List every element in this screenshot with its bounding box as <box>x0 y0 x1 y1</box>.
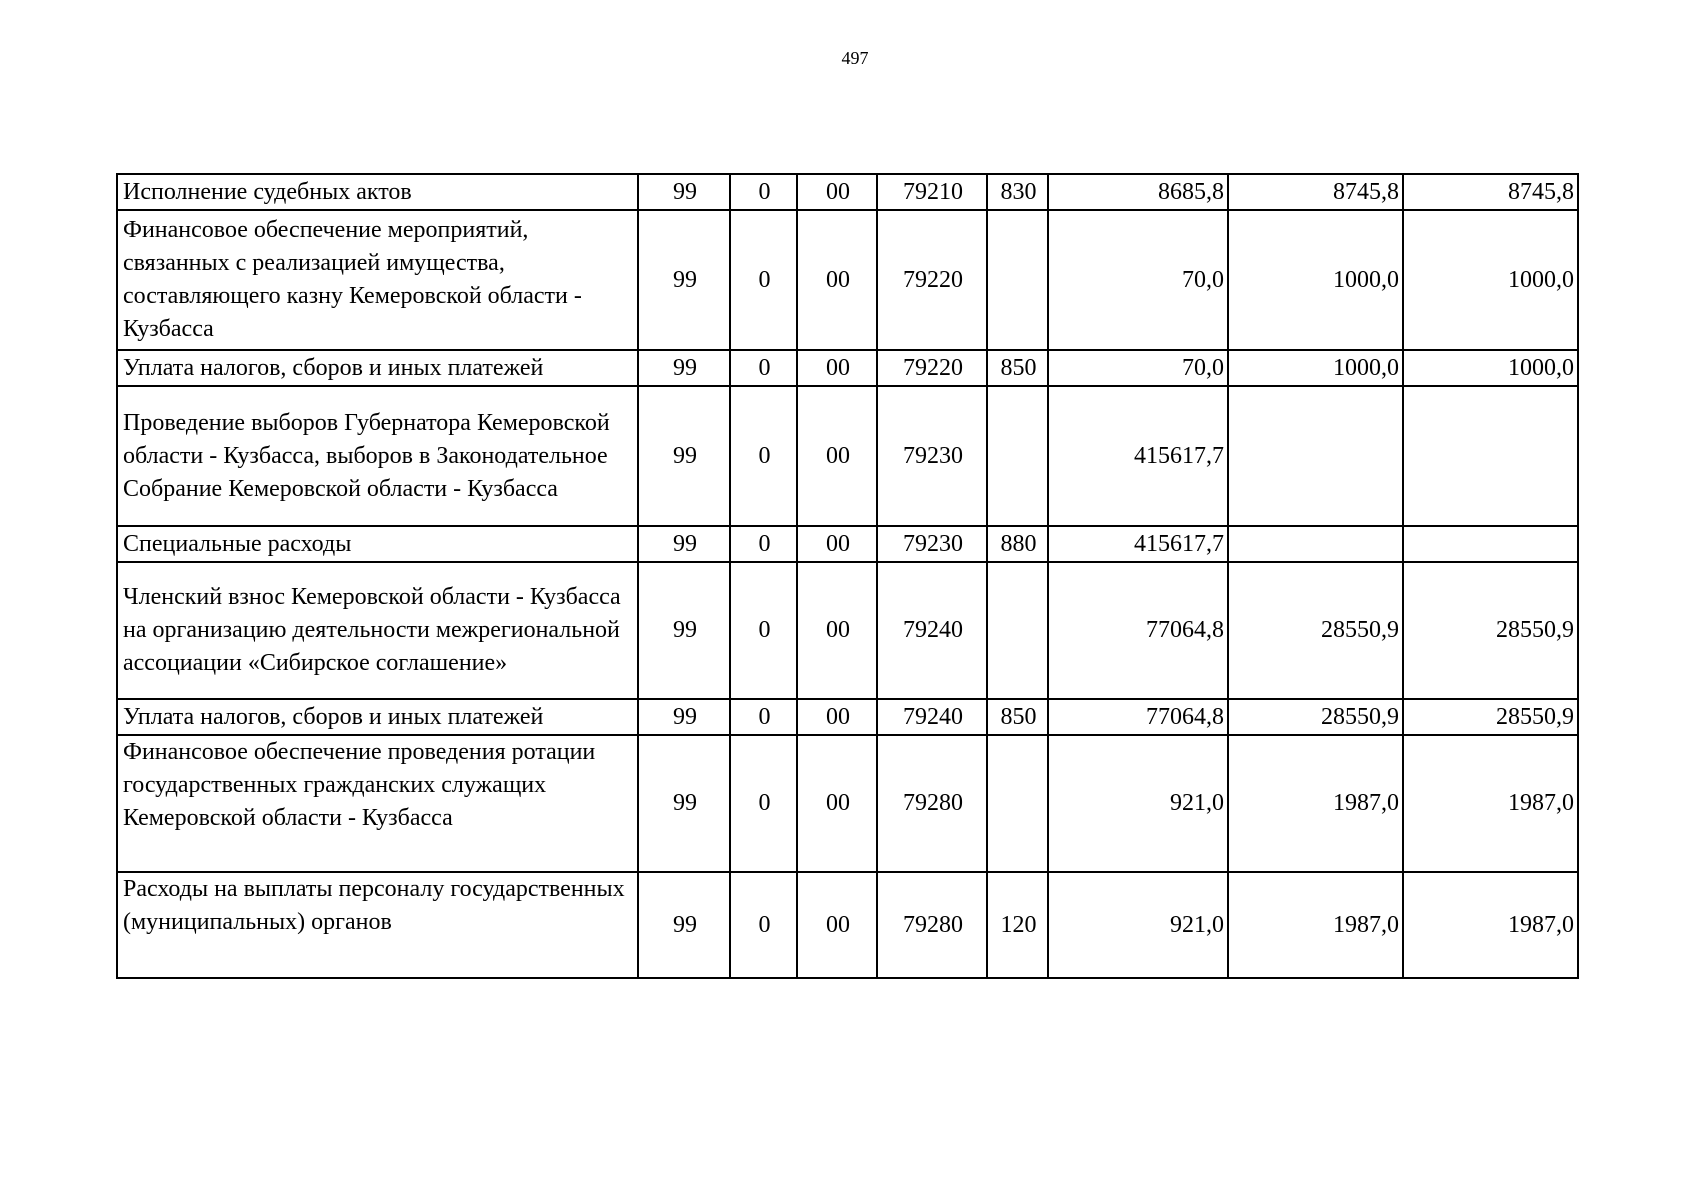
row-name: Специальные расходы <box>117 526 638 562</box>
amount-cell: 8745,8 <box>1228 174 1403 210</box>
amount-cell: 28550,9 <box>1228 562 1403 699</box>
amount-cell: 28550,9 <box>1403 699 1578 735</box>
code-cell: 0 <box>730 386 797 526</box>
code-cell: 0 <box>730 735 797 872</box>
code-cell: 850 <box>987 699 1048 735</box>
code-cell: 0 <box>730 562 797 699</box>
table-row <box>117 386 1578 526</box>
code-cell: 99 <box>638 735 730 872</box>
amount-cell: 1987,0 <box>1228 735 1403 872</box>
code-cell: 79230 <box>877 526 987 562</box>
code-cell: 99 <box>638 210 730 350</box>
code-cell: 79220 <box>877 210 987 350</box>
code-cell: 830 <box>987 174 1048 210</box>
code-cell: 120 <box>987 872 1048 978</box>
amount-cell: 8685,8 <box>1048 174 1228 210</box>
code-cell: 99 <box>638 872 730 978</box>
amount-cell: 28550,9 <box>1403 562 1578 699</box>
code-cell <box>987 735 1048 872</box>
amount-cell: 921,0 <box>1048 872 1228 978</box>
amount-cell: 1000,0 <box>1228 210 1403 350</box>
table-row <box>117 562 1578 699</box>
row-name: Финансовое обеспечение мероприятий, связанных с реализацией имущества, составляющего казну Кемеровской области - Кузбасса <box>117 210 638 350</box>
amount-cell: 1000,0 <box>1403 350 1578 386</box>
code-cell: 00 <box>797 699 877 735</box>
table-row <box>117 350 1578 386</box>
amount-cell <box>1403 386 1578 526</box>
table-row <box>117 872 1578 978</box>
code-cell <box>987 562 1048 699</box>
code-cell: 00 <box>797 210 877 350</box>
code-cell: 0 <box>730 872 797 978</box>
code-cell: 00 <box>797 735 877 872</box>
code-cell: 99 <box>638 350 730 386</box>
code-cell: 00 <box>797 526 877 562</box>
amount-cell <box>1228 386 1403 526</box>
table-row <box>117 526 1578 562</box>
row-name: Уплата налогов, сборов и иных платежей <box>117 350 638 386</box>
table-row <box>117 174 1578 210</box>
code-cell: 0 <box>730 210 797 350</box>
code-cell: 99 <box>638 174 730 210</box>
amount-cell <box>1228 526 1403 562</box>
code-cell: 00 <box>797 872 877 978</box>
amount-cell: 1987,0 <box>1228 872 1403 978</box>
amount-cell: 415617,7 <box>1048 526 1228 562</box>
row-name: Расходы на выплаты персоналу государственных (муниципальных) органов <box>117 872 638 978</box>
code-cell: 00 <box>797 386 877 526</box>
budget-table <box>116 173 1579 979</box>
code-cell: 0 <box>730 526 797 562</box>
amount-cell: 1000,0 <box>1403 210 1578 350</box>
code-cell: 79280 <box>877 735 987 872</box>
code-cell <box>987 386 1048 526</box>
amount-cell: 8745,8 <box>1403 174 1578 210</box>
row-name: Членский взнос Кемеровской области - Кузбасса на организацию деятельности межрегиональной ассоциации «Сибирское соглашение» <box>117 562 638 699</box>
code-cell: 00 <box>797 562 877 699</box>
code-cell: 79210 <box>877 174 987 210</box>
code-cell: 880 <box>987 526 1048 562</box>
code-cell: 99 <box>638 699 730 735</box>
amount-cell: 1987,0 <box>1403 735 1578 872</box>
row-name: Проведение выборов Губернатора Кемеровской области - Кузбасса, выборов в Законодательное Собрание Кемеровской области - Кузбасса <box>117 386 638 526</box>
amount-cell: 1987,0 <box>1403 872 1578 978</box>
row-name: Финансовое обеспечение проведения ротации государственных гражданских служащих Кемеровской области - Кузбасса <box>117 735 638 872</box>
code-cell: 79220 <box>877 350 987 386</box>
code-cell: 79280 <box>877 872 987 978</box>
code-cell: 0 <box>730 174 797 210</box>
amount-cell <box>1403 526 1578 562</box>
code-cell: 99 <box>638 386 730 526</box>
amount-cell: 921,0 <box>1048 735 1228 872</box>
table-row <box>117 210 1578 350</box>
amount-cell: 77064,8 <box>1048 562 1228 699</box>
code-cell: 99 <box>638 562 730 699</box>
amount-cell: 1000,0 <box>1228 350 1403 386</box>
code-cell: 850 <box>987 350 1048 386</box>
amount-cell: 70,0 <box>1048 350 1228 386</box>
code-cell: 79230 <box>877 386 987 526</box>
amount-cell: 77064,8 <box>1048 699 1228 735</box>
code-cell: 99 <box>638 526 730 562</box>
row-name: Уплата налогов, сборов и иных платежей <box>117 699 638 735</box>
table-row <box>117 735 1578 872</box>
code-cell: 79240 <box>877 699 987 735</box>
code-cell: 0 <box>730 350 797 386</box>
row-name: Исполнение судебных актов <box>117 174 638 210</box>
page-number: 497 <box>841 48 869 68</box>
code-cell: 00 <box>797 174 877 210</box>
amount-cell: 70,0 <box>1048 210 1228 350</box>
code-cell <box>987 210 1048 350</box>
amount-cell: 28550,9 <box>1228 699 1403 735</box>
amount-cell: 415617,7 <box>1048 386 1228 526</box>
code-cell: 00 <box>797 350 877 386</box>
code-cell: 79240 <box>877 562 987 699</box>
table-row <box>117 699 1578 735</box>
code-cell: 0 <box>730 699 797 735</box>
